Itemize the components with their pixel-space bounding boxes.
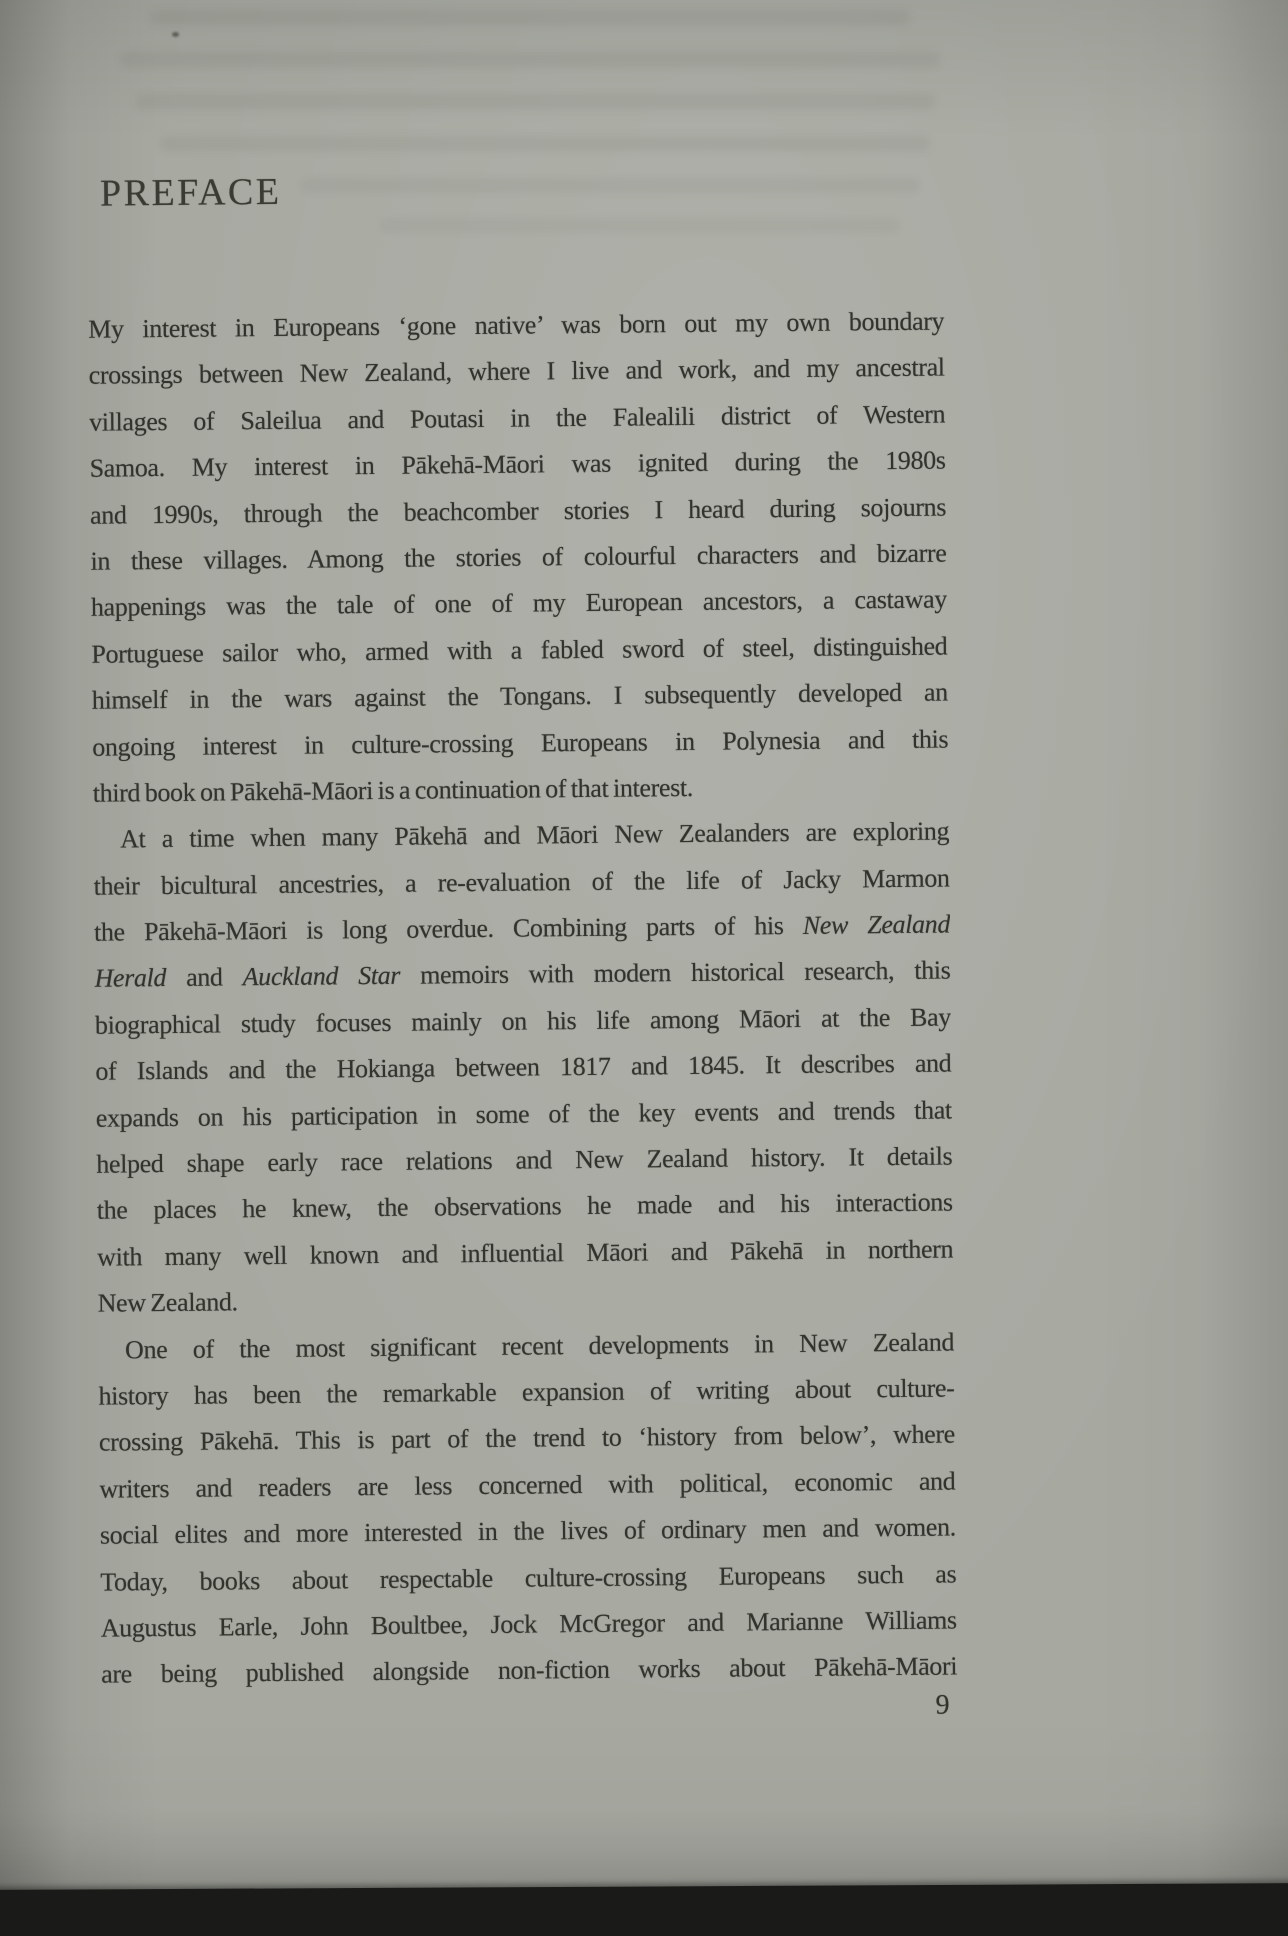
- text-line: [92, 670, 948, 725]
- text-segment: with many well known and influential Māori and Pākehā in northern: [97, 1234, 954, 1272]
- text-line: [101, 1597, 957, 1652]
- text-segment: memoirs with modern historical research, this: [399, 955, 951, 991]
- text-line: [89, 345, 945, 400]
- page-number: 9: [935, 1689, 950, 1721]
- text-line: [98, 1319, 954, 1374]
- text-segment: Samoa. My interest in Pākehā-Māori was ignited during the 1980s: [89, 445, 946, 483]
- text-line: [93, 809, 949, 864]
- text-segment: history has been the remarkable expansion of writing about culture-: [98, 1373, 955, 1411]
- text-line: [100, 1505, 956, 1560]
- text-line: [98, 1365, 954, 1420]
- text-segment: third book on Pākehā-Māori is a continuation of that interest.: [92, 772, 694, 808]
- text-segment: social elites and more interested in the lives of ordinary men and women.: [99, 1512, 956, 1550]
- paragraph: [98, 1319, 958, 1698]
- text-segment: At a time when many Pākehā and Māori New Zealanders are exploring: [120, 816, 950, 854]
- text-line: [99, 1412, 955, 1467]
- italic-text-segment: New Zealand: [802, 909, 951, 940]
- text-segment: villages of Saleilua and Poutasi in the Falealili district of Western: [89, 399, 946, 437]
- text-line: [94, 948, 950, 1003]
- text-line: [90, 484, 946, 539]
- text-line: [96, 1134, 952, 1189]
- page-bottom-shading: [0, 1810, 1288, 1890]
- text-segment: and: [165, 962, 243, 993]
- text-segment: helped shape early race relations and New Zealand history. It details: [96, 1141, 953, 1179]
- text-segment: biographical study focuses mainly on his life among Māori at the Bay: [94, 1002, 952, 1040]
- text-line: [93, 855, 949, 910]
- paragraph: [88, 299, 949, 817]
- text-segment: of Islands and the Hokianga between 1817 and 1845. It describes and: [95, 1048, 952, 1086]
- text-segment: My interest in Europeans ‘gone native’ was born out my own boundary: [88, 306, 945, 344]
- text-line: [88, 299, 944, 354]
- text-segment: happenings was the tale of one of my European ancestors, a castaway: [90, 584, 948, 623]
- paragraph: [93, 809, 954, 1327]
- text-line: [91, 577, 947, 632]
- italic-text-segment: Auckland Star: [242, 961, 401, 992]
- text-segment: Portuguese sailor who, armed with a fabled sword of steel, distinguished: [91, 631, 948, 669]
- text-segment: crossing Pākehā. This is part of the trend to ‘history from below’, where: [98, 1419, 956, 1458]
- text-segment: expands on his participation in some of the key events and trends that: [95, 1095, 952, 1133]
- page-body: [88, 299, 957, 1699]
- text-segment: writers and readers are less concerned with political, economic and: [99, 1466, 956, 1504]
- text-line: [89, 391, 945, 446]
- text-segment: One of the most significant recent developments in New Zealand: [124, 1327, 955, 1365]
- text-segment: New Zealand.: [97, 1287, 238, 1318]
- chapter-heading: PREFACE: [99, 170, 282, 215]
- italic-text-segment: Herald: [94, 963, 167, 994]
- text-line: [97, 1226, 953, 1281]
- text-line: [99, 1458, 955, 1513]
- text-segment: himself in the wars against the Tongans. I subsequently developed an: [91, 677, 948, 715]
- text-line: [92, 716, 948, 771]
- text-segment: their bicultural ancestries, a re-evaluation of the life of Jacky Marmon: [93, 863, 950, 901]
- text-segment: Augustus Earle, John Boultbee, Jock McGregor and Marianne Williams: [100, 1605, 957, 1643]
- text-line: [97, 1273, 953, 1328]
- dark-backdrop-edge: [0, 1883, 1288, 1936]
- text-segment: the places he knew, the observations he made and his interactions: [96, 1187, 953, 1226]
- text-segment: crossings between New Zealand, where I live and work, and my ancestral: [88, 352, 945, 391]
- text-line: [100, 1551, 956, 1606]
- text-line: [93, 762, 949, 817]
- text-line: [95, 994, 951, 1049]
- text-line: [90, 530, 946, 585]
- text-line: [97, 1180, 953, 1235]
- text-line: [95, 1041, 951, 1096]
- text-line: [96, 1087, 952, 1142]
- text-segment: Today, books about respectable culture-crossing Europeans such as: [100, 1559, 957, 1597]
- text-segment: are being published alongside non-fiction works about Pākehā-Māori: [101, 1651, 958, 1689]
- text-line: [91, 623, 947, 678]
- text-segment: in these villages. Among the stories of colourful characters and bizarre: [90, 538, 947, 576]
- text-segment: and 1990s, through the beachcomber stories I heard during sojourns: [89, 492, 947, 530]
- text-segment: the Pākehā-Māori is long overdue. Combining parts of his: [93, 910, 803, 947]
- text-line: [94, 902, 950, 957]
- text-line: [89, 438, 945, 493]
- text-segment: ongoing interest in culture-crossing Europeans in Polynesia and this: [92, 724, 949, 762]
